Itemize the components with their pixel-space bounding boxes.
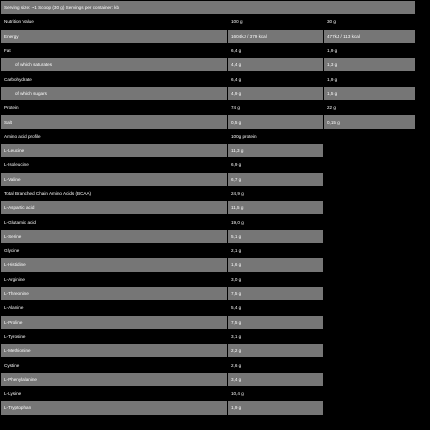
amino-value: 3,0 g bbox=[228, 272, 324, 286]
column-header-per100: 100 g bbox=[228, 15, 324, 29]
amino-row bbox=[1, 172, 430, 186]
amino-row bbox=[1, 387, 430, 401]
nutrient-per100: 4,4 g bbox=[228, 58, 324, 72]
amino-name: Total Branched Chain Amino Acids (BCAA) bbox=[1, 186, 228, 200]
amino-value: 3,4 g bbox=[228, 372, 324, 386]
amino-row bbox=[1, 329, 430, 343]
column-header-per-serving: 30 g bbox=[324, 15, 416, 29]
amino-row bbox=[1, 186, 430, 200]
amino-value: 11,3 g bbox=[228, 143, 324, 157]
amino-value: 24,9 g bbox=[228, 186, 324, 200]
amino-row bbox=[1, 201, 430, 215]
amino-row bbox=[1, 215, 430, 229]
amino-value: 2,1 g bbox=[228, 244, 324, 258]
amino-row bbox=[1, 158, 430, 172]
amino-name: L-Aspartic acid bbox=[1, 201, 228, 215]
nutrient-per100: 74 g bbox=[228, 101, 324, 115]
amino-name: L-Valine bbox=[1, 172, 228, 186]
amino-value: 6,7 g bbox=[228, 172, 324, 186]
amino-name: L-Histidine bbox=[1, 258, 228, 272]
amino-name: L-Tyrosine bbox=[1, 329, 228, 343]
amino-name: L-Tryptophan bbox=[1, 401, 228, 415]
amino-name: L-Alanine bbox=[1, 301, 228, 315]
amino-name: L-Methionine bbox=[1, 344, 228, 358]
amino-value: 5,4 g bbox=[228, 301, 324, 315]
amino-name: Glycine bbox=[1, 244, 228, 258]
nutrient-per-serving: 1,9 g bbox=[324, 43, 416, 57]
nutrient-name: Energy bbox=[1, 29, 228, 43]
amino-row bbox=[1, 272, 430, 286]
amino-value: 2,6 g bbox=[228, 358, 324, 372]
nutrient-name: Fat bbox=[1, 43, 228, 57]
amino-name: L-Proline bbox=[1, 315, 228, 329]
amino-row bbox=[1, 229, 430, 243]
nutrition-row bbox=[1, 58, 430, 72]
nutrient-per100: 4,9 g bbox=[228, 86, 324, 100]
amino-header-label: Amino acid profile bbox=[1, 129, 228, 143]
nutrient-per-serving: 1,5 g bbox=[324, 86, 416, 100]
nutrient-per100: 0,5 g bbox=[228, 115, 324, 129]
nutrient-name: of which saturates bbox=[1, 58, 228, 72]
nutrition-row bbox=[1, 101, 430, 115]
amino-row bbox=[1, 372, 430, 386]
amino-header-value: 100g protein bbox=[228, 129, 324, 143]
nutrient-per-serving: 22 g bbox=[324, 101, 416, 115]
amino-value: 1,6 g bbox=[228, 258, 324, 272]
nutrient-name: Carbohydrate bbox=[1, 72, 228, 86]
amino-value: 1,9 g bbox=[228, 401, 324, 415]
column-header-label: Nutrition Value bbox=[1, 15, 228, 29]
amino-value: 5,1 g bbox=[228, 229, 324, 243]
amino-value: 2,2 g bbox=[228, 344, 324, 358]
header-row bbox=[1, 15, 430, 29]
amino-row bbox=[1, 143, 430, 157]
amino-name: L-Glutamic acid bbox=[1, 215, 228, 229]
nutrient-per-serving: 1,3 g bbox=[324, 58, 416, 72]
amino-row bbox=[1, 358, 430, 372]
amino-name: L-Leucine bbox=[1, 143, 228, 157]
amino-row bbox=[1, 301, 430, 315]
amino-value: 3,1 g bbox=[228, 329, 324, 343]
amino-row bbox=[1, 401, 430, 415]
amino-name: L-Isoleucine bbox=[1, 158, 228, 172]
amino-name: L-Threonine bbox=[1, 286, 228, 300]
amino-value: 6,9 g bbox=[228, 158, 324, 172]
amino-value: 7,5 g bbox=[228, 286, 324, 300]
amino-row bbox=[1, 244, 430, 258]
amino-row bbox=[1, 315, 430, 329]
nutrient-per-serving: 0,15 g bbox=[324, 115, 416, 129]
amino-value: 19,0 g bbox=[228, 215, 324, 229]
amino-name: L-Phenylalanine bbox=[1, 372, 228, 386]
nutrient-name: Protein bbox=[1, 101, 228, 115]
nutrient-per-serving: 477kJ / 113 kcal bbox=[324, 29, 416, 43]
nutrient-name: of which sugars bbox=[1, 86, 228, 100]
amino-row bbox=[1, 286, 430, 300]
nutrient-per100: 6,4 g bbox=[228, 72, 324, 86]
nutrition-row bbox=[1, 72, 430, 86]
nutrition-row bbox=[1, 29, 430, 43]
amino-header-row bbox=[1, 129, 430, 143]
serving-info: Serving size: ~1 Scoop (30 g) Servings per container: kb bbox=[1, 1, 416, 15]
nutrient-per100: 1604kJ / 379 kcal bbox=[228, 29, 324, 43]
nutrient-name: Salt bbox=[1, 115, 228, 129]
amino-name: L-Lysine bbox=[1, 387, 228, 401]
amino-name: L-Serine bbox=[1, 229, 228, 243]
amino-value: 10,4 g bbox=[228, 387, 324, 401]
amino-value: 7,5 g bbox=[228, 315, 324, 329]
nutrient-per100: 6,4 g bbox=[228, 43, 324, 57]
nutrition-row bbox=[1, 115, 430, 129]
amino-row bbox=[1, 258, 430, 272]
amino-row bbox=[1, 344, 430, 358]
nutrient-per-serving: 1,9 g bbox=[324, 72, 416, 86]
nutrition-row bbox=[1, 86, 430, 100]
amino-name: L-Arginine bbox=[1, 272, 228, 286]
serving-info-row bbox=[1, 1, 430, 15]
nutrition-row bbox=[1, 43, 430, 57]
amino-name: Cystine bbox=[1, 358, 228, 372]
amino-value: 11,5 g bbox=[228, 201, 324, 215]
